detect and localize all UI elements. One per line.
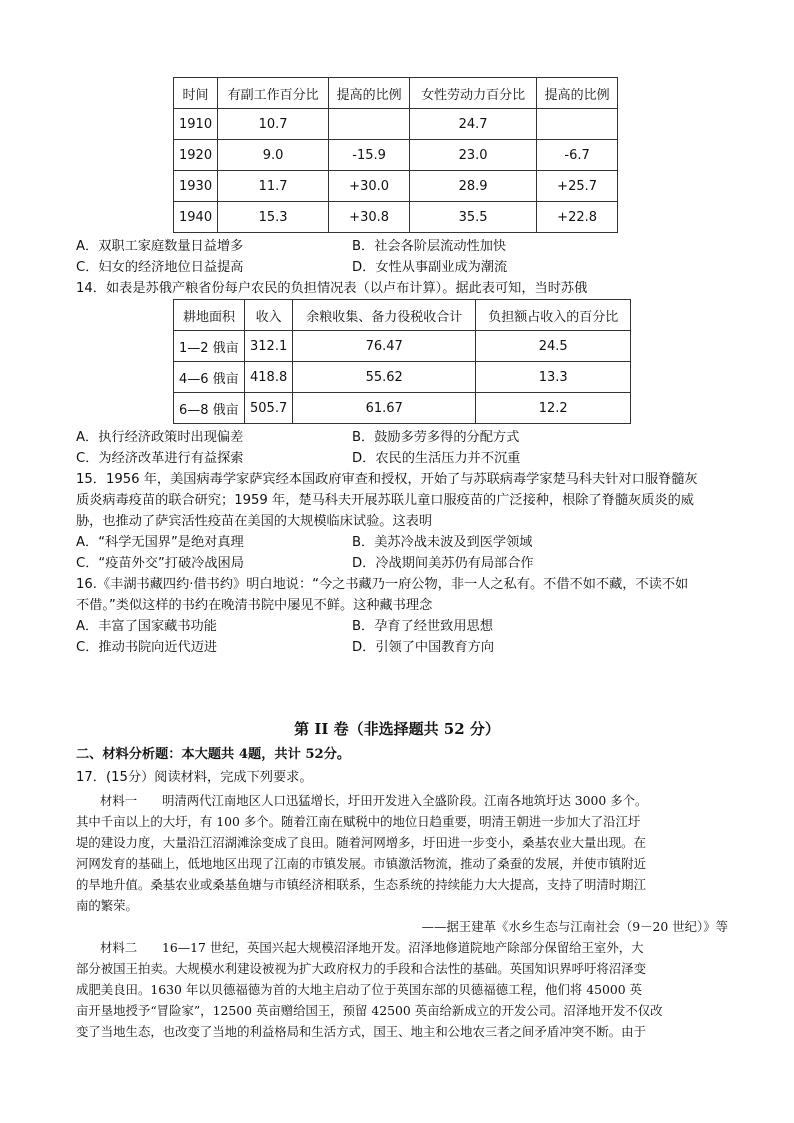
table-cell: 10.7 (218, 109, 329, 140)
table-row (174, 362, 631, 393)
part2-title: 第 II 卷（非选择题共 52 分） (294, 720, 500, 738)
q15-option-a: A．“科学无国界”是绝对真理 (76, 535, 244, 550)
table-cell: 9.0 (218, 140, 329, 171)
table-header-cell: 余粮收集、备力役税收合计 (293, 300, 476, 331)
q14-option-c: C．为经济改革进行有益探索 (76, 451, 244, 466)
material1-source: ——据王建革《水乡生态与江南社会（9－20 世纪）》等 (421, 919, 728, 934)
table-row (174, 331, 631, 362)
q13-option-c: C．妇女的经济地位日益提高 (76, 260, 244, 275)
table-header-cell: 耕地面积 (174, 300, 245, 331)
q17-stem: 17．(15分）阅读材料，完成下列要求。 (76, 770, 313, 785)
table-cell (329, 109, 410, 140)
table-cell: 505.7 (245, 393, 293, 424)
q13-option-b: B．社会各阶层流动性加快 (352, 239, 507, 254)
material2-line: 部分被国王拍卖。大规模水利建设被视为扩大政府权力的手段和合法性的基础。英国知识界呼吁将沼泽变 (76, 961, 646, 976)
table-row (174, 171, 618, 202)
q13-option-d: D．女性从事副业成为潮流 (352, 260, 508, 275)
table-header-cell: 有副工作百分比 (218, 78, 329, 109)
table-cell (537, 109, 618, 140)
table-row (174, 393, 631, 424)
table-cell: 24.7 (410, 109, 537, 140)
table-cell: -6.7 (537, 140, 618, 171)
table-cell: 35.5 (410, 202, 537, 233)
q15-line: 15．1956 年，美国病毒学家萨宾经本国政府审查和授权，开始了与苏联病毒学家楚马科夫针对口服脊髓灰 (76, 472, 698, 487)
table-cell: 418.8 (245, 362, 293, 393)
q14-option-a: A．执行经济政策时出现偏差 (76, 430, 244, 445)
material1-line: 堤的建设力度，大量沿江沼湖滩涂变成了良田。随着河网增多，圩田进一步变小，桑基农业大量出现。在 (76, 835, 646, 850)
table-header-cell: 女性劳动力百分比 (410, 78, 537, 109)
material2-line: 亩开垦地授予“冒险家”，12500 英亩赠给国王，预留 42500 英亩给新成立的开发公司。沼泽地开发不仅改 (76, 1003, 663, 1018)
table-cell: 76.47 (293, 331, 476, 362)
material2-line: 材料二 16—17 世纪，英国兴起大规模沼泽地开发。沼泽地修道院地产除部分保留给王室外，大 (100, 940, 644, 955)
table-cell: 55.62 (293, 362, 476, 393)
table-cell: -15.9 (329, 140, 410, 171)
table-row (174, 109, 618, 140)
table-cell: 1930 (174, 171, 218, 202)
q16-option-b: B．孕育了经世致用思想 (352, 619, 493, 634)
table-cell: +30.0 (329, 171, 410, 202)
table-header-row (174, 300, 631, 331)
q15-line: 胁，也推动了萨宾活性疫苗在美国的大规模临床试验。这表明 (76, 514, 433, 529)
q15-option-d: D．冷战期间美苏仍有局部合作 (352, 556, 534, 571)
table-cell: 6—8 俄亩 (174, 393, 245, 424)
q16-option-a: A．丰富了国家藏书功能 (76, 619, 217, 634)
q16-line: 16.《丰湖书藏四约·借书约》明白地说：“今之书藏乃一府公物，非一人之私有。不借不如不藏，不读不如 (76, 577, 689, 592)
table-header-cell: 负担额占收入的百分比 (476, 300, 631, 331)
table-cell: 1940 (174, 202, 218, 233)
q15-option-b: B．美苏冷战未波及到医学领域 (352, 535, 533, 550)
table-cell: 1—2 俄亩 (174, 331, 245, 362)
material1-line: 的旱地升值。桑基农业或桑基鱼塘与市镇经济相联系，生态系统的持续能力大大提高，支持了明清时期江 (76, 877, 646, 892)
material1-line: 河网发育的基础上，低地地区出现了江南的市镇发展。市镇激活物流，推动了桑蚕的发展，并使市镇附近 (76, 856, 646, 871)
q15-option-c: C．“疫苗外交”打破冷战困局 (76, 556, 244, 571)
table-cell: 1910 (174, 109, 218, 140)
table-cell: 4—6 俄亩 (174, 362, 245, 393)
q16-option-c: C．推动书院向近代迈进 (76, 640, 218, 655)
table-cell: 1920 (174, 140, 218, 171)
table-cell: +25.7 (537, 171, 618, 202)
material1-line: 南的繁荣。 (76, 898, 138, 913)
q13-option-a: A．双职工家庭数量日益增多 (76, 239, 244, 254)
table-employment (173, 77, 618, 233)
table-row (174, 140, 618, 171)
table-cell: +30.8 (329, 202, 410, 233)
q14-option-d: D．农民的生活压力并不沉重 (352, 451, 521, 466)
section-heading: 二、材料分析题：本大题共 4题，共计 52分。 (76, 747, 351, 762)
table-peasant-burden (173, 299, 631, 424)
table-cell: 12.2 (476, 393, 631, 424)
material2-line: 变了当地生态，也改变了当地的利益格局和生活方式，国王、地主和公地农三者之间矛盾冲突不断。由于 (76, 1024, 646, 1039)
table-cell: 28.9 (410, 171, 537, 202)
q16-line: 不借。”类似这样的书约在晚清书院中屡见不鲜。这种藏书理念 (76, 598, 433, 613)
table-header-cell: 提高的比例 (329, 78, 410, 109)
table-cell: 24.5 (476, 331, 631, 362)
table-cell: 312.1 (245, 331, 293, 362)
material1-line: 材料一 明清两代江南地区人口迅猛增长，圩田开发进入全盛阶段。江南各地筑圩达 3000 多个。 (100, 793, 648, 808)
table-row (174, 202, 618, 233)
table-cell: 11.7 (218, 171, 329, 202)
table-header-cell: 提高的比例 (537, 78, 618, 109)
table-header-cell: 时间 (174, 78, 218, 109)
table-cell: 23.0 (410, 140, 537, 171)
material2-line: 成肥美良田。1630 年以贝德福德为首的大地主启动了位于英国东部的贝德福德工程，他们将 45000 英 (76, 982, 642, 997)
q14-option-b: B．鼓励多劳多得的分配方式 (352, 430, 520, 445)
material1-line: 其中千亩以上的大圩，有 100 多个。随着江南在赋税中的地位日趋重要，明清王朝进一步加大了沿江圩 (76, 814, 641, 829)
q14-stem: 14．如表是苏俄产粮省份每户农民的负担情况表（以卢布计算）。据此表可知，当时苏俄 (76, 281, 588, 296)
q15-line: 质炎病毒疫苗的联合研究；1959 年，楚马科夫开展苏联儿童口服疫苗的广泛接种，根除了脊髓灰质炎的威 (76, 493, 694, 508)
table-header-cell: 收入 (245, 300, 293, 331)
table-cell: 61.67 (293, 393, 476, 424)
table-cell: +22.8 (537, 202, 618, 233)
table-header-row (174, 78, 618, 109)
q16-option-d: D．引领了中国教育方向 (352, 640, 495, 655)
table-cell: 13.3 (476, 362, 631, 393)
table-cell: 15.3 (218, 202, 329, 233)
